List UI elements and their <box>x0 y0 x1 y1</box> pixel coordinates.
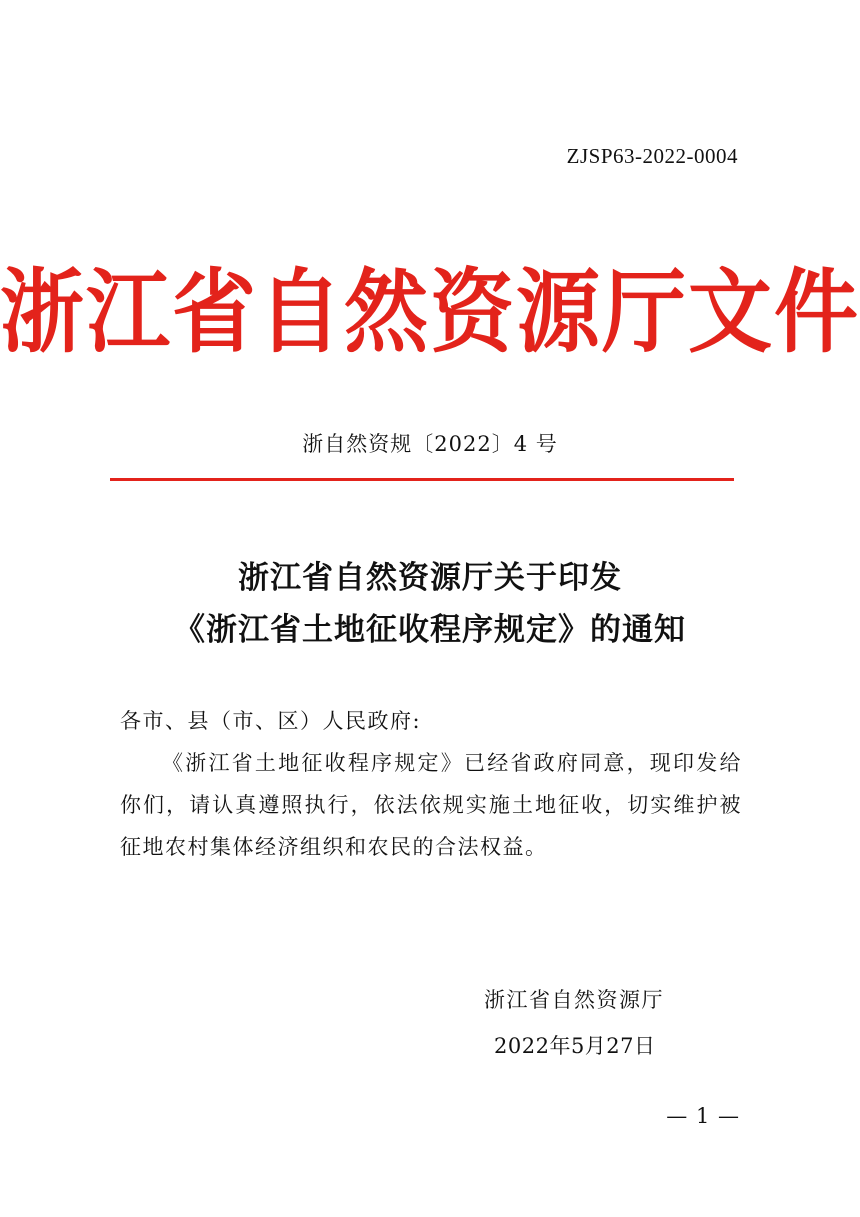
signature-organization: 浙江省自然资源厅 <box>484 988 664 1012</box>
document-title-line-2: 《浙江省土地征收程序规定》的通知 <box>174 612 686 648</box>
body-paragraph: 《浙江省土地征收程序规定》已经省政府同意，现印发给你们，请认真遵照执行，依法依规实施土地征收，切实维护被征地农村集体经济组织和农民的合法权益。 <box>120 751 742 859</box>
red-divider-rule <box>110 478 734 481</box>
signature-date: 2022年5月27日 <box>494 1034 656 1058</box>
document-code: ZJSP63-2022-0004 <box>566 144 738 168</box>
document-title-line-1: 浙江省自然资源厅关于印发 <box>238 560 622 596</box>
salutation: 各市、县（市、区）人民政府: <box>120 709 422 733</box>
document-title <box>0 552 860 656</box>
issuer-heading: 浙江省自然资源厅文件 <box>0 259 860 366</box>
page-number: — 1 — <box>666 1104 740 1128</box>
document-number: 浙自然资规〔2022〕4 号 <box>302 432 558 456</box>
